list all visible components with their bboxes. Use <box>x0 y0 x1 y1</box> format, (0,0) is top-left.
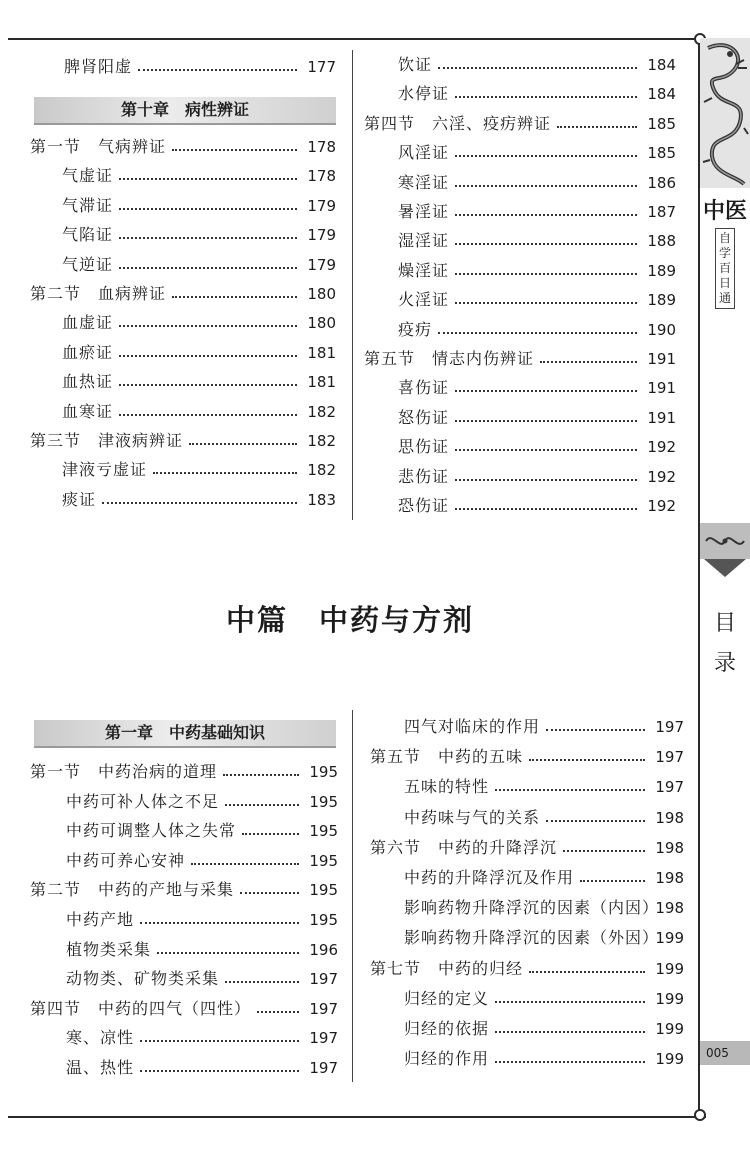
entry-page: 190 <box>647 320 676 339</box>
entry-title: 第五节 中药的五味 <box>370 747 524 767</box>
entry-title: 归经的作用 <box>404 1049 490 1069</box>
toc-entry[interactable] <box>404 986 684 1012</box>
toc-entry[interactable] <box>62 252 336 278</box>
toc-section-entry[interactable] <box>364 346 676 372</box>
toc-entry[interactable] <box>404 1016 684 1042</box>
entry-page: 180 <box>307 314 336 333</box>
leader-dots <box>455 258 637 275</box>
toc-entry[interactable] <box>404 865 684 891</box>
toc-entry[interactable] <box>64 54 336 80</box>
entry-title: 动物类、矿物类采集 <box>66 969 220 989</box>
toc-section-entry[interactable] <box>370 956 684 982</box>
triangle-marker-icon <box>704 559 746 577</box>
toc-entry[interactable] <box>398 199 676 225</box>
leader-dots <box>140 907 299 924</box>
chapter-heading: 第十章 病性辨证 <box>34 97 336 123</box>
entry-page: 198 <box>655 899 684 918</box>
toc-entry[interactable] <box>404 925 684 951</box>
entry-title: 第四节 六淫、疫疠辨证 <box>364 113 552 133</box>
toc-section-entry[interactable] <box>30 759 338 785</box>
toc-entry[interactable] <box>398 375 676 401</box>
leader-dots <box>119 340 297 357</box>
toc-section-entry[interactable] <box>370 744 684 770</box>
leader-dots <box>240 877 299 894</box>
toc-entry[interactable] <box>398 81 676 107</box>
leader-dots <box>242 818 299 835</box>
chapter-heading: 第一章 中药基础知识 <box>34 720 336 746</box>
toc-entry[interactable] <box>62 487 336 513</box>
toc-section-entry[interactable] <box>30 428 336 454</box>
leader-dots <box>455 375 637 392</box>
toc-entry[interactable] <box>62 310 336 336</box>
entry-page: 192 <box>647 497 676 515</box>
toc-entry[interactable] <box>404 895 684 921</box>
entry-page: 195 <box>309 763 338 781</box>
leader-dots <box>140 1025 299 1042</box>
toc-entry[interactable] <box>398 287 676 313</box>
entry-page: 177 <box>307 58 336 76</box>
entry-page: 199 <box>655 989 684 1008</box>
leader-dots <box>455 464 637 481</box>
leader-dots <box>455 140 637 157</box>
entry-title: 疫疠 <box>398 319 433 339</box>
entry-page: 199 <box>655 1050 684 1069</box>
leader-dots <box>580 865 645 882</box>
entry-page: 197 <box>655 718 684 736</box>
column-divider <box>352 710 353 1082</box>
entry-title: 中药可调整人体之失常 <box>66 821 237 841</box>
leader-dots <box>223 759 299 776</box>
toc-section-entry[interactable] <box>30 877 338 903</box>
leader-dots <box>172 281 297 298</box>
leader-dots <box>153 457 297 474</box>
entry-page: 189 <box>647 291 676 310</box>
entry-title: 脾肾阳虚 <box>64 57 133 76</box>
toc-entry[interactable] <box>398 464 676 490</box>
entry-page: 185 <box>647 114 676 133</box>
leader-dots <box>455 493 637 510</box>
entry-title: 第三节 津液病辨证 <box>30 431 184 450</box>
entry-page: 191 <box>647 350 676 368</box>
entry-page: 196 <box>309 940 338 959</box>
leader-dots <box>455 434 637 451</box>
entry-page: 180 <box>307 285 336 303</box>
entry-title: 水停证 <box>398 84 450 104</box>
leader-dots <box>119 193 297 210</box>
toc-entry[interactable] <box>66 937 338 963</box>
leader-dots <box>119 399 297 416</box>
entry-page: 179 <box>307 255 336 274</box>
leader-dots <box>495 1016 645 1033</box>
series-main-title: 中医 <box>702 198 747 224</box>
entry-page: 192 <box>647 438 676 457</box>
leader-dots <box>557 111 637 128</box>
entry-page: 186 <box>647 173 676 192</box>
entry-page: 197 <box>309 1059 338 1077</box>
entry-title: 中药的升降浮沉及作用 <box>404 868 575 887</box>
entry-title: 气陷证 <box>62 225 114 245</box>
toc-entry[interactable] <box>404 1046 684 1072</box>
entry-page: 197 <box>309 999 338 1018</box>
entry-page: 178 <box>307 138 336 156</box>
entry-title: 第五节 情志内伤辨证 <box>364 349 535 368</box>
entry-page: 187 <box>647 203 676 221</box>
entry-page: 199 <box>655 929 684 948</box>
entry-page: 184 <box>647 56 676 74</box>
leader-dots <box>455 287 637 304</box>
entry-title: 悲伤证 <box>398 466 450 486</box>
section-label-text: 目录 <box>714 611 737 676</box>
leader-dots <box>102 487 297 504</box>
leader-dots <box>495 986 645 1003</box>
entry-title: 第六节 中药的升降浮沉 <box>370 837 558 857</box>
toc-section-entry[interactable] <box>30 996 338 1022</box>
entry-title: 饮证 <box>398 55 433 74</box>
leader-dots <box>455 81 637 98</box>
entry-page: 191 <box>647 379 676 398</box>
entry-page: 182 <box>307 461 336 480</box>
leader-dots <box>157 937 299 954</box>
leader-dots <box>257 996 299 1013</box>
leader-dots <box>438 317 637 334</box>
toc-entry[interactable] <box>62 457 336 483</box>
entry-title: 中药可养心安神 <box>66 850 186 870</box>
entry-title: 痰证 <box>62 489 97 509</box>
leader-dots <box>495 1046 645 1063</box>
entry-title: 中药味与气的关系 <box>404 807 541 827</box>
part-title: 中篇 中药与方剂 <box>225 603 474 637</box>
entry-title: 怒伤证 <box>398 407 450 427</box>
entry-title: 气逆证 <box>62 254 114 274</box>
entry-page: 183 <box>307 490 336 509</box>
leader-dots <box>495 774 645 791</box>
toc-entry[interactable] <box>398 434 676 460</box>
toc-section-entry[interactable] <box>30 281 336 307</box>
entry-page: 199 <box>655 1020 684 1038</box>
entry-page: 192 <box>647 467 676 486</box>
leader-dots <box>546 714 645 731</box>
entry-title: 五味的特性 <box>404 777 490 797</box>
toc-entry[interactable] <box>404 805 684 831</box>
entry-title: 温、热性 <box>66 1058 135 1077</box>
leader-dots <box>119 163 297 180</box>
entry-title: 第二节 中药的产地与采集 <box>30 880 235 900</box>
entry-title: 燥淫证 <box>398 260 450 280</box>
leader-dots <box>225 966 299 983</box>
toc-section-entry[interactable] <box>30 134 336 160</box>
entry-title: 血寒证 <box>62 401 114 421</box>
toc-entry[interactable] <box>62 340 336 366</box>
toc-entry[interactable] <box>66 848 338 874</box>
toc-entry[interactable] <box>62 193 336 219</box>
entry-title: 植物类采集 <box>66 939 152 959</box>
entry-page: 182 <box>307 432 336 450</box>
entry-page: 198 <box>655 838 684 857</box>
ribbon-ornament-icon <box>700 523 750 559</box>
entry-title: 津液亏虚证 <box>62 460 148 480</box>
entry-title: 血热证 <box>62 372 114 392</box>
leader-dots <box>438 52 637 69</box>
section-label <box>700 604 750 684</box>
entry-page: 197 <box>309 1029 338 1048</box>
leader-dots <box>140 1055 299 1072</box>
entry-page: 198 <box>655 808 684 827</box>
entry-title: 归经的依据 <box>404 1019 490 1038</box>
series-title <box>700 198 750 309</box>
toc-entry[interactable] <box>66 818 338 844</box>
leader-dots <box>455 199 637 216</box>
entry-page: 179 <box>307 226 336 245</box>
entry-page: 195 <box>309 792 338 811</box>
toc-entry[interactable] <box>66 789 338 815</box>
entry-title: 寒淫证 <box>398 172 450 192</box>
entry-page: 189 <box>647 261 676 280</box>
leader-dots <box>546 805 645 822</box>
toc-entry[interactable] <box>66 1055 338 1081</box>
entry-title: 第一节 气病辨证 <box>30 137 167 156</box>
entry-page: 197 <box>655 748 684 767</box>
leader-dots <box>191 848 299 865</box>
entry-title: 归经的定义 <box>404 988 490 1008</box>
leader-dots <box>119 310 297 327</box>
toc-entry[interactable] <box>398 493 676 519</box>
toc-entry[interactable] <box>62 222 336 248</box>
leader-dots <box>455 170 637 187</box>
entry-title: 四气对临床的作用 <box>404 717 541 736</box>
series-subtitle: 自学百日通 <box>715 228 735 309</box>
toc-entry[interactable] <box>62 369 336 395</box>
entry-page: 178 <box>307 167 336 186</box>
leader-dots <box>529 744 645 761</box>
entry-page: 199 <box>655 959 684 978</box>
entry-page: 195 <box>309 851 338 870</box>
entry-title: 第二节 血病辨证 <box>30 284 167 303</box>
leader-dots <box>119 369 297 386</box>
toc-entry[interactable] <box>398 170 676 196</box>
toc-section-entry[interactable] <box>364 111 676 137</box>
entry-title: 血瘀证 <box>62 342 114 362</box>
entry-page: 184 <box>647 85 676 104</box>
column-divider <box>352 50 353 520</box>
entry-page: 182 <box>307 402 336 421</box>
toc-entry[interactable] <box>404 714 684 740</box>
entry-page: 195 <box>309 911 338 929</box>
toc-entry[interactable] <box>398 258 676 284</box>
entry-page: 185 <box>647 144 676 163</box>
entry-title: 气滞证 <box>62 195 114 215</box>
entry-title: 暑淫证 <box>398 202 450 221</box>
entry-page: 181 <box>307 343 336 362</box>
toc-entry[interactable] <box>398 52 676 78</box>
toc-entry[interactable] <box>62 399 336 425</box>
entry-title: 影响药物升降浮沉的因素（外因） <box>404 928 660 948</box>
entry-title: 中药可补人体之不足 <box>66 791 220 811</box>
leader-dots <box>119 252 297 269</box>
entry-title: 思伤证 <box>398 437 450 457</box>
entry-title: 湿淫证 <box>398 231 450 251</box>
leader-dots <box>189 428 297 445</box>
entry-title: 气虚证 <box>62 166 114 186</box>
toc-section-entry[interactable] <box>370 835 684 861</box>
page-number: 005 <box>700 1041 750 1065</box>
entry-page: 197 <box>309 970 338 989</box>
dragon-ornament-icon <box>700 38 750 188</box>
entry-page: 181 <box>307 373 336 392</box>
entry-title: 影响药物升降浮沉的因素（内因） <box>404 898 660 918</box>
entry-title: 喜伤证 <box>398 378 450 398</box>
entry-page: 179 <box>307 196 336 215</box>
toc-entry[interactable] <box>398 228 676 254</box>
entry-page: 195 <box>309 822 338 841</box>
entry-page: 197 <box>655 778 684 797</box>
leader-dots <box>119 222 297 239</box>
toc-entry[interactable] <box>66 966 338 992</box>
entry-page: 191 <box>647 408 676 427</box>
leader-dots <box>529 956 645 973</box>
entry-title: 火淫证 <box>398 290 450 310</box>
entry-title: 恐伤证 <box>398 496 450 515</box>
entry-title: 寒、凉性 <box>66 1028 135 1048</box>
toc-entry[interactable] <box>62 163 336 189</box>
toc-entry[interactable] <box>66 907 338 933</box>
entry-title: 第一节 中药治病的道理 <box>30 762 218 781</box>
leader-dots <box>563 835 645 852</box>
leader-dots <box>455 228 637 245</box>
entry-page: 195 <box>309 881 338 900</box>
leader-dots <box>225 789 299 806</box>
entry-title: 中药产地 <box>66 910 135 929</box>
toc-entry[interactable] <box>66 1025 338 1051</box>
toc-entry[interactable] <box>398 140 676 166</box>
entry-page: 188 <box>647 232 676 251</box>
side-tab <box>700 38 750 1116</box>
toc-entry[interactable] <box>398 317 676 343</box>
toc-entry[interactable] <box>404 774 684 800</box>
leader-dots <box>172 134 297 151</box>
leader-dots <box>540 346 637 363</box>
entry-page: 198 <box>655 869 684 887</box>
entry-title: 第四节 中药的四气（四性） <box>30 998 252 1018</box>
leader-dots <box>455 405 637 422</box>
toc-entry[interactable] <box>398 405 676 431</box>
entry-title: 血虚证 <box>62 313 114 333</box>
entry-title: 第七节 中药的归经 <box>370 958 524 978</box>
leader-dots <box>138 54 297 71</box>
entry-title: 风淫证 <box>398 143 450 163</box>
